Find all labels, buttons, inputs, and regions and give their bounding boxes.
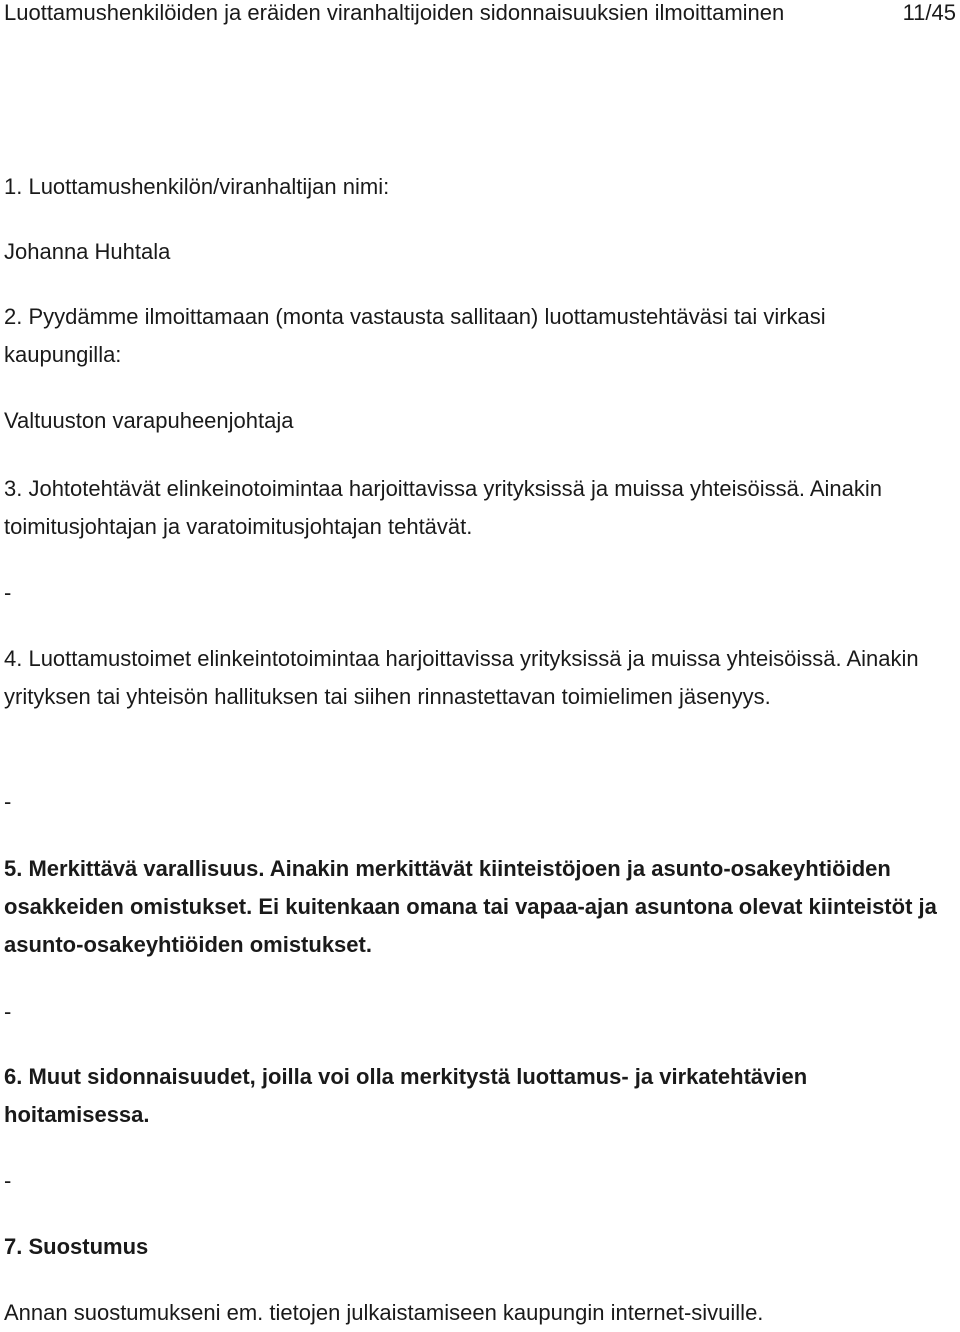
- question-4-label: 4. Luottamustoimet elinkeintotoimintaa harjoittavissa yrityksissä ja muissa yhteisöissä. Ainakin yrityksen tai yhteisön hallituksen tai siihen rinnastettavan toimielimen jäsenyys.: [4, 646, 919, 709]
- question-5-label: 5. Merkittävä varallisuus. Ainakin merkittävät kiinteistöjoen ja asunto-osakeyhtiöiden osakkeiden omistukset. Ei kuitenkaan omana tai vapaa-ajan asuntona olevat kiinteistöt ja asunto-osakeyhtiöiden omistukset.: [4, 856, 937, 957]
- question-1-answer: Johanna Huhtala: [4, 239, 171, 264]
- question-3-label: 3. Johtotehtävät elinkeinotoimintaa harjoittavissa yrityksissä ja muissa yhteisöissä. Ainakin toimitusjohtajan ja varatoimitusjohtajan tehtävät.: [4, 476, 882, 539]
- question-5-answer: -: [4, 999, 12, 1024]
- question-3-answer: -: [4, 580, 12, 605]
- question-7-answer: Annan suostumukseni em. tietojen julkaistamiseen kaupungin internet-sivuille.: [4, 1300, 764, 1325]
- question-6-answer: -: [4, 1168, 12, 1193]
- question-6-label: 6. Muut sidonnaisuudet, joilla voi olla merkitystä luottamus- ja virkatehtävien hoitamisessa.: [4, 1064, 808, 1127]
- page-number: 11/45: [902, 0, 956, 25]
- question-2-answer: Valtuuston varapuheenjohtaja: [4, 408, 294, 433]
- question-2-label: 2. Pyydämme ilmoittamaan (monta vastausta sallitaan) luottamustehtäväsi tai virkasi kaupungilla:: [4, 304, 826, 367]
- question-4-answer: -: [4, 789, 12, 814]
- question-7-label: 7. Suostumus: [4, 1234, 149, 1259]
- page-header: [4, 0, 956, 26]
- document-title: Luottamushenkilöiden ja eräiden viranhaltijoiden sidonnaisuuksien ilmoittaminen: [4, 0, 785, 25]
- question-1-label: 1. Luottamushenkilön/viranhaltijan nimi:: [4, 174, 390, 199]
